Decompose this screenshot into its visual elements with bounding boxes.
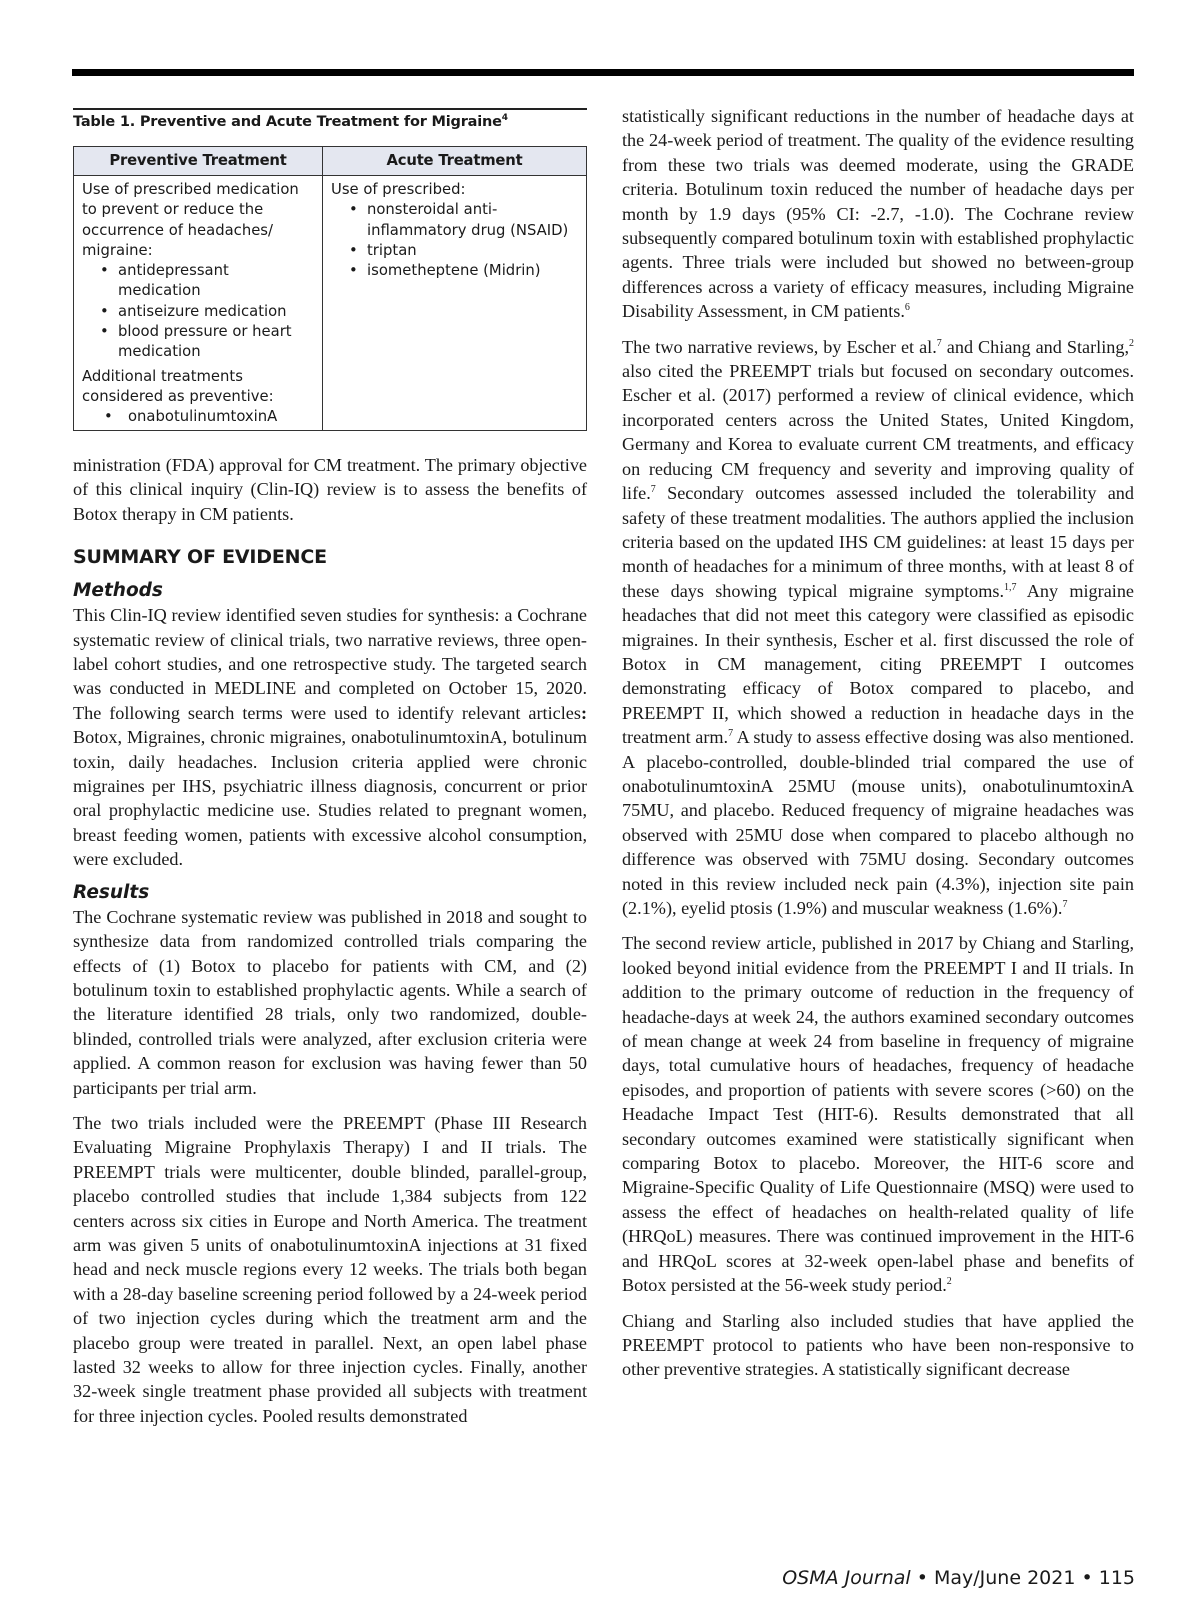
table-header-preventive: Preventive Treatment <box>74 147 323 176</box>
methods-heading: Methods <box>73 580 163 602</box>
list-item: • antiseizure medication <box>82 302 314 322</box>
additional-intro: Additional treatments considered as preventive: <box>82 367 274 405</box>
list-item: • antidepressant medication <box>82 261 314 302</box>
list-item: • onabotulinumtoxinA <box>82 407 314 427</box>
preventive-cell <box>74 176 323 431</box>
list-item: • isometheptene (Midrin) <box>331 261 578 281</box>
page-number: 115 <box>1098 1567 1135 1589</box>
paragraph: The two narrative reviews, by Escher et al.$^7$ and Chiang and Starling,$^2$ also cited the PREEMPT trials but focused on secondary outcomes. Escher et al. (2017) performed a review of clinical evidence, which incorporated centers across the United States, United Kingdom, Germany and Korea to evaluate current CM treatments, and efficacy on reducing CM frequency and severity and improving quality of life.$^7$ Secondary outcomes assessed included the tolerability and safety of these treatment modalities. The authors applied the inclusion criteria based on the updated IHS CM guidelines: at least 15 days per month of headaches for a minimum of three months, with at least 8 of these days showing typical migraine symptoms.$^{1,7}$ Any migraine headaches that did not meet this category were classified as episodic migraines. In their synthesis, Escher et al. first discussed the role of Botox in CM management, citing PREEMPT I outcomes demonstrating efficacy of Botox compared to placebo, and PREEMPT II, which showed a reduction in headache days in the treatment arm.$^7$ A study to assess effective dosing was also mentioned. A placebo-controlled, double-blinded trial compared the use of onabotulinumtoxinA 25MU (mouse units), onabotulinumtoxinA 75MU, and placebo. Reduced frequency of migraine headaches was observed with 25MU dose when compared to placebo although no difference was observed with 75MU dosing. Secondary outcomes noted in this review included neck pain (4.3%), injection site pain (2.1%), eyelid ptosis (1.9%) and muscular weakness (1.6%).$^7$ <box>622 336 1135 918</box>
results-heading: Results <box>73 881 150 903</box>
section-heading: SUMMARY OF EVIDENCE <box>73 546 327 569</box>
acute-intro: Use of prescribed: <box>331 181 466 198</box>
treatment-table <box>73 146 587 431</box>
table-title: Table 1. Preventive and Acute Treatment for Migraine$^4$ <box>73 108 587 130</box>
header-rule <box>72 69 1134 76</box>
list-item: • triptan <box>331 241 578 261</box>
results-paragraph-2: The two trials included were the PREEMPT (Phase III Research Evaluating Migraine Prophylaxis Therapy) I and II trials. The PREEMPT trials were multicenter, double blinded, parallel-group, placebo controlled studies that include 1,384 subjects from 122 centers across six cities in Europe and North America. The treatment arm was given 5 units of onabotulinumtoxinA injections at 31 fixed head and neck muscle regions every 12 weeks. The trials both began with a 28-day baseline screening period followed by a 24-week period of two injection cycles during which the treatment arm and the placebo group were treated in parallel. Next, an open label phase lasted 32 weeks to allow for three injection cycles. Finally, another 32-week single treatment phase provided all subjects with treatment for three injection cycles. Pooled results demonstrated <box>73 1112 587 1426</box>
right-column <box>622 104 1134 1382</box>
issue-date: May/June 2021 <box>933 1567 1076 1589</box>
left-column <box>73 453 587 1428</box>
preventive-intro: Use of prescribed medication to prevent or reduce the occurrence of headaches/ migraine: <box>82 181 299 259</box>
page-footer: OSMA Journal • May/June 2021 • 115 <box>782 1567 1135 1589</box>
intro-paragraph: ministration (FDA) approval for CM treatment. The primary objective of this clinical inquiry (Clin-IQ) review is to assess the benefits of Botox therapy in CM patients. <box>73 455 587 524</box>
list-item: • nonsteroidal anti- inflammatory drug (NSAID) <box>331 200 578 241</box>
methods-paragraph: This Clin-IQ review identified seven studies for synthesis: a Cochrane systematic review of clinical trials, two narrative reviews, three open-label cohort studies, and one retrospective study. The targeted search was conducted in MEDLINE and completed on October 15, 2020. The following search terms were used to identify relevant articles: Botox, Migraines, chronic migraines, onabotulinumtoxinA, botulinum toxin, daily headaches. Inclusion criteria applied were chronic migraines per IHS, psychiatric illness diagnosis, concurrent or prior oral prophylactic medicine use. Studies related to pregnant women, breast feeding women, patients with excessive alcohol consumption, were excluded. <box>73 605 587 870</box>
results-paragraph-1: The Cochrane systematic review was published in 2018 and sought to synthesize data from randomized controlled trials comparing the effects of (1) Botox to placebo for patients with CM, and (2) botulinum toxin to established prophylactic agents. While a search of the literature identified 28 trials, only two randomized, double-blinded, controlled trials were analyzed, after exclusion criteria were applied. A common reason for exclusion was having fewer than 50 participants per trial arm. <box>73 906 587 1098</box>
table-header-acute: Acute Treatment <box>323 147 587 176</box>
paragraph: Chiang and Starling also included studies that have applied the PREEMPT protocol to patients who have been non-responsive to other preventive strategies. A statistically significant decrease <box>622 1310 1134 1380</box>
journal-name: OSMA Journal <box>782 1567 911 1589</box>
list-item: • blood pressure or heart medication <box>82 322 314 363</box>
paragraph: The second review article, published in 2017 by Chiang and Starling, looked beyond initial evidence from the PREEMPT I and II trials. In addition to the primary outcome of reduction in the frequency of headache-days at week 24, the authors examined secondary outcomes of mean change at week 24 from baseline in frequency of migraine days, total cumulative hours of headaches, frequency of headache episodes, and proportion of patients with severe scores (>60) on the Headache Impact Test (HIT-6). Results demonstrated that all secondary outcomes examined were statistically significant when comparing Botox to placebo. Moreover, the HIT-6 score and Migraine-Specific Quality of Life Questionnaire (MSQ) were used to assess the effect of headaches on health-related quality of life (HRQoL) measures. There was continued improvement in the HIT-6 and HRQoL scores at 32-week open-label phase and benefits of Botox persisted at the 56-week study period.$^2$ <box>622 933 1134 1296</box>
paragraph: statistically significant reductions in the number of headache days at the 24-week period of treatment. The quality of the evidence resulting from these two trials was deemed moderate, using the GRADE criteria. Botulinum toxin reduced the number of headache days per month by 1.9 days (95% CI: -2.7, -1.0). The Cochrane review subsequently compared botulinum toxin with established prophylactic agents. Three trials were included but showed no between-group differences across a variety of efficacy measures, including Migraine Disability Assessment, in CM patients.$^6$ <box>622 106 1134 322</box>
acute-cell <box>323 176 587 431</box>
